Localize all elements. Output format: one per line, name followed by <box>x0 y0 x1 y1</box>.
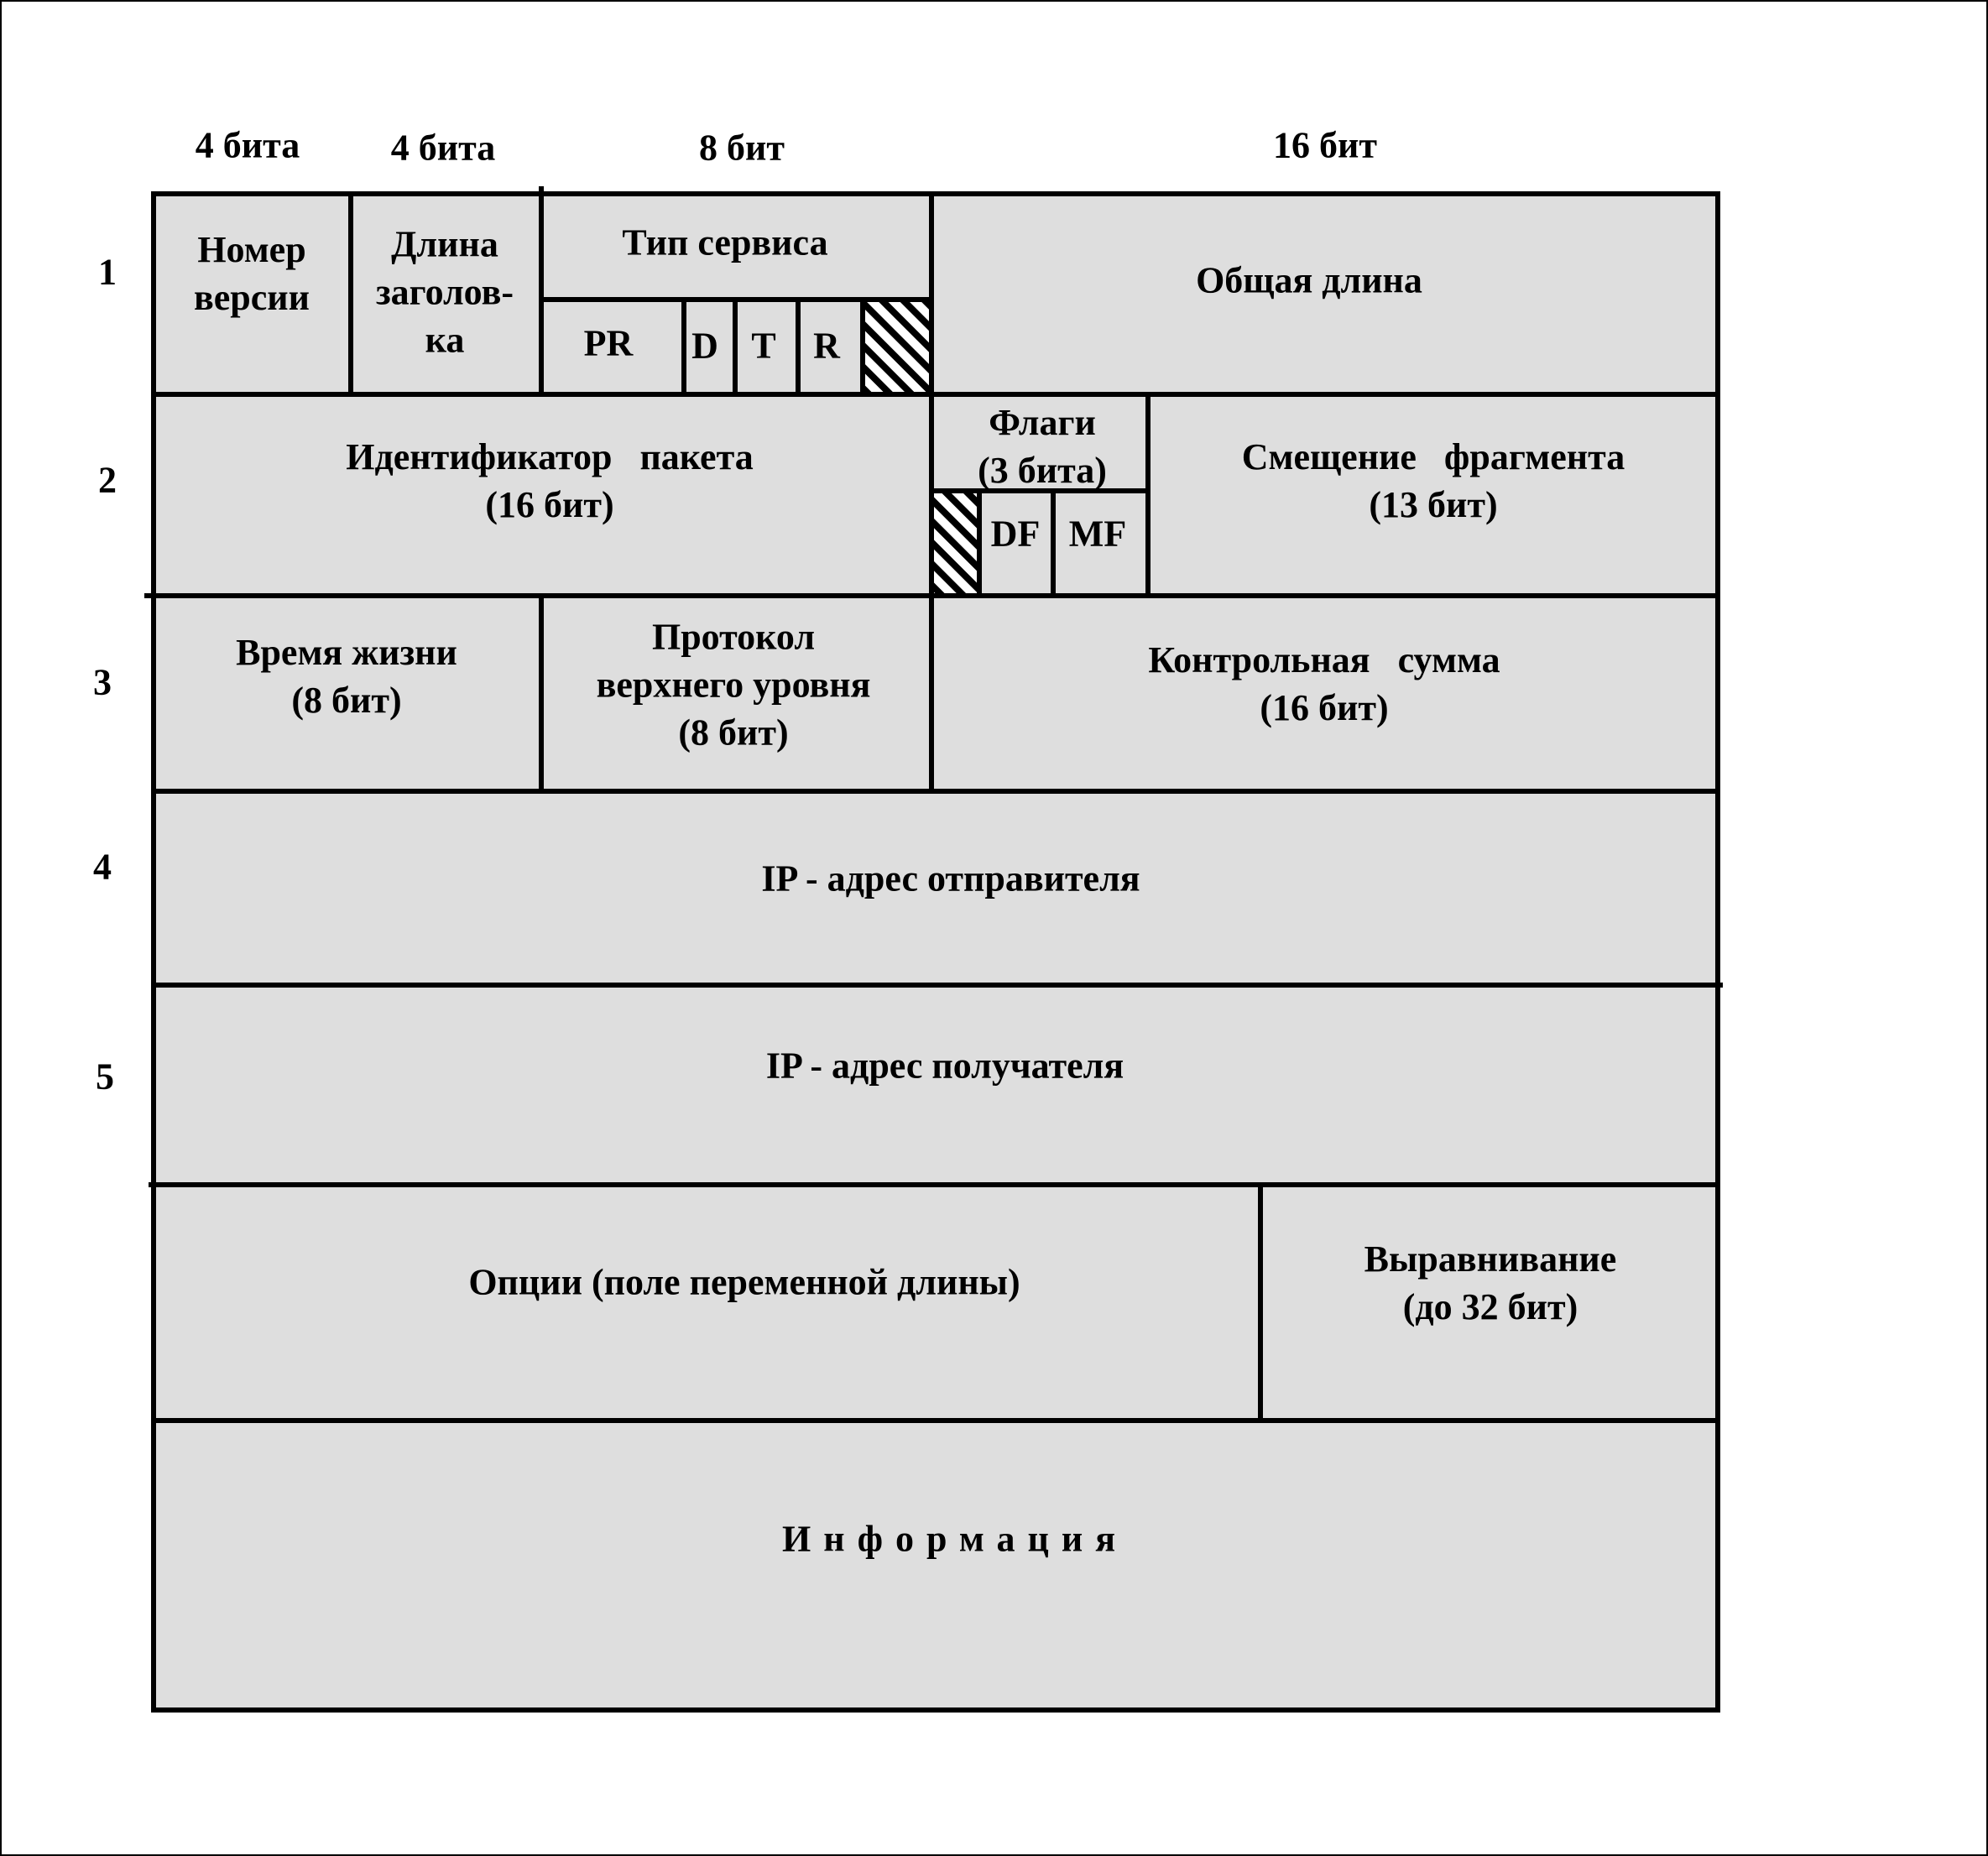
field-version: Номер версии <box>194 229 310 318</box>
field-data: Информация <box>781 1518 1129 1560</box>
row-number-4: 4 <box>93 846 112 888</box>
header-table <box>154 194 1718 1710</box>
field-protocol: Протокол верхнего уровня (8 бит) <box>596 616 871 753</box>
field-tos-pr: PR <box>583 322 634 364</box>
bit-width-label-version: 4 бита <box>195 124 300 166</box>
field-src-ip: IP - адрес отправителя <box>761 858 1140 899</box>
field-flag-mf: MF <box>1068 513 1127 555</box>
field-total-length: Общая длина <box>1196 259 1422 301</box>
field-tos-t: T <box>751 325 776 367</box>
bit-width-label-header-length: 4 бита <box>390 127 496 169</box>
field-packet-id: Идентификатор пакета (16 бит) <box>346 436 754 525</box>
flags-reserved-bit <box>931 493 979 595</box>
field-flag-df: DF <box>990 513 1041 555</box>
row-number-3: 3 <box>93 661 112 703</box>
bit-width-label-service-type: 8 бит <box>699 127 785 169</box>
field-padding: Выравнивание (до 32 бит) <box>1364 1238 1617 1327</box>
field-checksum: Контрольная сумма (16 бит) <box>1148 639 1500 728</box>
field-header-length: Длина заголов- ка <box>376 223 514 361</box>
field-dst-ip: IP - адрес получателя <box>765 1045 1124 1087</box>
field-ttl: Время жизни (8 бит) <box>236 632 457 721</box>
row-number-1: 1 <box>98 251 117 293</box>
field-fragment-offset: Смещение фрагмента (13 бит) <box>1241 436 1625 525</box>
field-service-type: Тип сервиса <box>622 222 828 263</box>
row-number-2: 2 <box>98 459 117 501</box>
tos-reserved-bit <box>863 300 930 392</box>
row-number-5: 5 <box>96 1056 114 1097</box>
field-flags: Флаги (3 бита) <box>978 402 1107 491</box>
bit-width-label-total-length: 16 бит <box>1273 124 1377 166</box>
field-tos-r: R <box>813 325 840 367</box>
field-options: Опции (поле переменной длины) <box>468 1261 1020 1303</box>
field-tos-d: D <box>691 325 718 367</box>
